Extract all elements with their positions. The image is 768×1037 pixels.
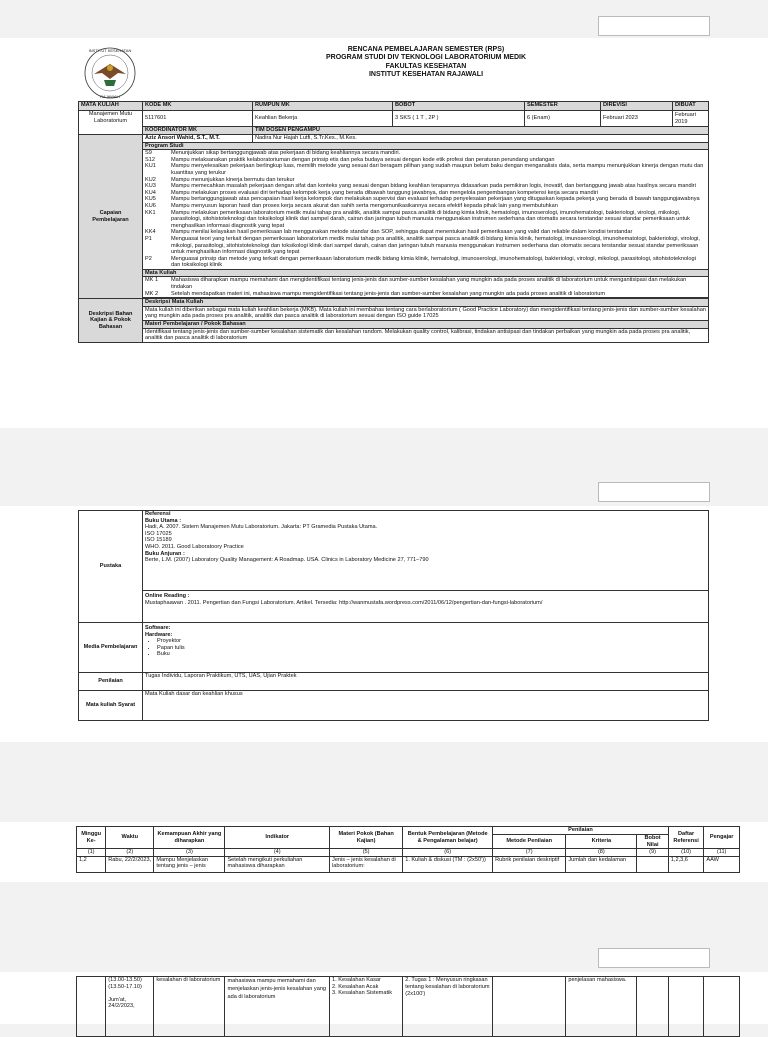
- hardware-item: • Papan tulis: [157, 645, 706, 652]
- penilaian-label: Penilaian: [79, 673, 143, 691]
- capaian-item: [145, 229, 706, 236]
- h-waktu: Waktu: [106, 827, 154, 849]
- capaian-code: KU6: [145, 202, 156, 209]
- capaian-item: [145, 196, 706, 203]
- capaian-text: Mampu melaksanakan praktik kelaboratoriuman dengan prinsip etis dan peka budaya sesuai dengan kode etik profesi dan peraturan perundang undangan: [171, 156, 555, 163]
- cont-kemampuan: kesalahan di laboratorium: [154, 977, 225, 1037]
- column-number: (9): [637, 849, 668, 857]
- mk-item: [145, 291, 706, 298]
- h-bobot: BOBOT: [393, 102, 525, 111]
- header-program: PROGRAM STUDI DIV TEKNOLOGI LABORATORIUM MEDIK: [325, 54, 527, 62]
- h-dibuat: DIBUAT: [673, 102, 709, 111]
- buku-utama-list: [145, 524, 706, 550]
- capaian-text: Mampu bertanggungjawab atas pencapaian hasil kerja kelompok dan melakukan supervisi dan evaluasi terhadap penyelesaian pekerjaan yang ditugaskan kepada pekerja yang berada di bawah tanggungjawabnya: [171, 196, 700, 203]
- buku-utama-item: ISO 15189: [145, 537, 172, 544]
- capaian-text: Mampu memecahkan masalah pekerjaan dengan sifat dan konteks yang sesuai dengan bidang keahlian terapannya didasarkan pada pemikiran logis, inovatif, dan bertanggung jawab atas hasilnya secara mandiri: [171, 183, 696, 190]
- desc-text: Mata kuliah ini diberikan sebagai mata kuliah keahlian bekerja (MKB). Mata kuliah ini membahas tentang cara berlaboratorium ( Good Practice Laboratory) dan mengidentifikasi tentang jenis-jenis dan sumber-sumber kesalahan yang mungkin ada pada proses pra analitik, analitik dan pasca analitik di laboratorium sesuai dengan ISO guide 17025: [143, 306, 709, 320]
- column-number: (3): [154, 849, 225, 857]
- page-number-box: [598, 948, 710, 968]
- document-header: [146, 46, 706, 80]
- h-daftar: Daftar Referensi: [668, 827, 704, 849]
- h-kemampuan: Kemampuan Akhir yang diharapkan: [154, 827, 225, 849]
- capaian-item: [145, 183, 706, 190]
- hardware-item: • Proyektor: [157, 638, 706, 645]
- capaian-item: [145, 236, 706, 256]
- h-direvisi: DIREVISI: [601, 102, 673, 111]
- desc-title: Deskripsi Mata Kuliah: [143, 299, 709, 307]
- column-number: (11): [704, 849, 740, 857]
- column-number: (7): [493, 849, 566, 857]
- penilaian-text: Tugas Individu, Laporan Praktikum, UTS, UAS, Ujian Praktek: [143, 673, 709, 691]
- row1-indikator: Setelah mengikuti perkuliahan mahasiswa diharapkan: [225, 856, 330, 872]
- buku-anjuran-item: Berte, L.M. (2007) Laboratory Quality Management: A Roadmap. USA. Clinics in Laboratory Medicine 27, 771–790: [145, 557, 429, 564]
- schedule-table: [76, 826, 740, 873]
- h-materi: Materi Pokok (Bahan Kajian): [330, 827, 403, 849]
- buku-utama-title: Buku Utama :: [145, 517, 182, 524]
- cont-waktu-line: (13.00-13.50): [108, 977, 142, 983]
- kode-value: 5117601: [143, 111, 253, 127]
- capaian-item: [145, 203, 706, 210]
- h-bentuk: Bentuk Pembelajaran (Metode & Pengalaman belajar): [403, 827, 493, 849]
- row1-bentuk: 1. Kuliah & diskusi (TM : (2x50')): [403, 856, 493, 872]
- h-rumpun: RUMPUN MK: [253, 102, 393, 111]
- rumpun-value: Keahlian Bekerja: [253, 111, 393, 127]
- semester-value: 6 (Enam): [525, 111, 601, 127]
- cont-pengajar: [704, 977, 740, 1037]
- header-title: RENCANA PEMBELAJARAN SEMESTER (RPS): [347, 46, 505, 53]
- row1-kemampuan: Mampu Menjelaskan tentang jenis – jenis: [154, 856, 225, 872]
- cont-waktu: [106, 977, 154, 1037]
- schedule-continuation-table: [76, 976, 740, 1037]
- cont-materi-item: 3. Kesalahan Sistematik: [332, 990, 393, 997]
- cont-materi-item: 2. Kesalahan Acak: [332, 983, 379, 990]
- course-info-table: [78, 101, 709, 343]
- mk-label: Mata Kuliah: [143, 269, 709, 277]
- mk-text: Setelah mendapatkan materi ini, mahasiswa mampu mengidentifikasi tentang jenis-jenis dan sumber-sumber kesalahan yang mungkin ada pada proses analitik di laboratorium: [171, 290, 606, 297]
- logo-text-bottom: RAJAWALI: [100, 94, 120, 99]
- materi-title: Materi Pembelajaran / Pokok Bahasan: [143, 321, 709, 329]
- referensi-title: Referensi: [145, 511, 171, 517]
- capaian-text: Menguasai teori yang terkait dengan pemeriksaan laboratorium medik mulai tahap pra analitik, analitik sampai pasca analitik di bidang kimia klinik, hematologi, imunoserologi, imunohematologi, bakteriologi, virologi, mikologi, parasitologi, sitohistoteknologi dan toksikologi klinik dari sampel darah, cairan dan jaringan tubuh manusia menggunakan instrumen sederhana dan otomatis secara terstandar sesuai standar pemeriksaan untuk menghasilkan informasi diagnostik yang tepat: [171, 235, 700, 256]
- row1-bobot: [637, 856, 668, 872]
- bobot-value: 3 SKS ( 1 T , 2P ): [393, 111, 525, 127]
- mk-item: [145, 277, 706, 290]
- logo-text-top: INSTITUT KESEHATAN: [88, 48, 132, 53]
- mk-list: [143, 277, 709, 298]
- institute-logo: [74, 46, 146, 100]
- row1-pengajar: AAW: [704, 856, 740, 872]
- capaian-text: Mampu melakukan pemeriksaan laboratorium medik mulai tahap pra analitik, analitik sampai pasca analitik di bidang kimia klinik, hematologi, imunoserologi, imunohematologi, bakteriologi, virologi, mikologi, parasitologi, sitohistoteknologi dan toksikologi klinik dari sampel darah, cairan dan jaringan tubuh manusia menggunakan instrumen sederhana dan otomatis secara terstandar sesuai standar pemeriksaan untuk menghasilkan informasi diagnostik yang tepat: [171, 209, 690, 229]
- capaian-code: KU1: [145, 163, 156, 170]
- buku-utama-item: ISO 17025: [145, 530, 172, 537]
- capaian-item: [145, 256, 706, 269]
- koordinator-value: Aziz Ansori Wahid, S.T., M.T.: [143, 135, 253, 143]
- pustaka-label: Pustaka: [79, 511, 143, 623]
- h-minggu: Minggu Ke-: [77, 827, 106, 849]
- column-number: (2): [106, 849, 154, 857]
- header-institute: INSTITUT KESEHATAN RAJAWALI: [368, 71, 484, 79]
- capaian-text: Mampu melakukan proses evaluasi diri terhadap kelompok kerja yang berada dibawah tanggung jawabnya, dan mengelola pengembangan kompetensi kerja secara mandiri: [171, 189, 598, 196]
- capaian-code: KK1: [145, 209, 156, 216]
- page-number-box: [598, 16, 710, 36]
- capaian-list: [143, 150, 709, 270]
- syarat-text: Mata Kuliah dasar dan keahlian khusus: [143, 691, 709, 721]
- direvisi-value: Februari 2023: [601, 111, 673, 127]
- mata-kuliah-value: Manajemen Mutu Laboratorium: [79, 111, 143, 135]
- capaian-text: Menguasai prinsip dan metode yang terkait dengan pemeriksaan laboratorium medik bidang kimia klinik, hematologi, imunoserologi, imunohematologi, bakteriologi, virologi, mikologi, parasitologi, sitohistoteknologi dan toksikologi klinik: [171, 255, 696, 269]
- capaian-text: Mampu menunjukkan kinerja bermutu dan terukur: [171, 176, 295, 183]
- h-koordinator: KOORDINATOR MK: [143, 127, 253, 135]
- online-reading-title: Online Reading :: [145, 593, 190, 599]
- capaian-text: Mampu menyusun laporan hasil dan proses kerja secara akurat dan sahih serta mengomunikasikannya secara efektif kepada pihak lain yang membutuhkan: [171, 202, 558, 209]
- capaian-code: S9: [145, 150, 152, 157]
- column-number: (4): [225, 849, 330, 857]
- capaian-text: Menunjukkan sikap bertanggungjawab atas pekerjaan di bidang keahliannya secara mandiri.: [171, 150, 401, 157]
- capaian-text: Mampu menilai kelayakan hasil pemeriksaan lab menggunakan metode standar dan SOP, sehingga dapat menentukan hasil pemeriksaan yang valid dan reliable dalam kondisi terstandar: [171, 229, 633, 236]
- row1-materi: Jenis – jenis kesalahan di laboratorium:: [330, 856, 403, 872]
- capaian-code: KK4: [145, 229, 156, 236]
- mk-code: MK 2: [145, 290, 159, 297]
- capaian-text: Mampu menyelesaikan pekerjaan berlingkup luas, memilih metode yang sesuai dari beragam pilihan yang sudah maupun belum baku dengan menganalisis data, serta mampu menunjukkan kinerja dengan mutu dan kuantitas yang terukur: [171, 163, 704, 176]
- h-semester: SEMESTER: [525, 102, 601, 111]
- hardware-item: • Buku: [157, 651, 706, 658]
- online-reading-text: Mustaphaawan . 2011. Pengertian dan Fungsi Laboratorium. Artikel. Tersedia: http://wanmustafa.wordpress.com/2011/06/12/pengertian-dan-fungsi-laboratorium/: [145, 599, 543, 606]
- h-kode: KODE MK: [143, 102, 253, 111]
- prodi-label: Program Studi: [143, 142, 709, 150]
- buku-anjuran-title: Buku Anjuran :: [145, 550, 185, 557]
- capaian-item: [145, 157, 706, 164]
- capaian-code: P2: [145, 255, 152, 262]
- pustaka-table: [78, 510, 709, 721]
- buku-anjuran-list: [145, 557, 706, 564]
- column-number: (10): [668, 849, 704, 857]
- capaian-code: KU4: [145, 189, 156, 196]
- cont-bobot: [637, 977, 668, 1037]
- syarat-label: Mata kuliah Syarat: [79, 691, 143, 721]
- cont-minggu: [77, 977, 106, 1037]
- cont-waktu-line: 24/2/2023,: [108, 1003, 135, 1010]
- capaian-item: [145, 210, 706, 230]
- row1-minggu: 1,2: [77, 856, 106, 872]
- row1-kriteria: Jumlah dan kedalaman: [566, 856, 637, 872]
- h-penilaian: Penilaian: [493, 827, 669, 835]
- buku-utama-item: Hadi, A. 2007. Sistem Manajemen Mutu Laboratorium. Jakarta: PT Gramedia Pustaka Utama.: [145, 524, 378, 531]
- column-number: (8): [566, 849, 637, 857]
- h-mata-kuliah: MATA KULIAH: [79, 102, 143, 111]
- header-faculty: FAKULTAS KESEHATAN: [385, 62, 467, 70]
- tim-value: Nadira Nur Hajah Lutfi, S.Tr.Kes., M.Kes.: [253, 135, 709, 143]
- cont-bentuk: 2. Tugas 1 : Menyusun ringkasan tentang kesalahan di laboratorium (2x100'): [403, 977, 493, 1037]
- capaian-code: KU3: [145, 183, 156, 190]
- hardware-label: Hardware:: [145, 631, 173, 638]
- page-number-box: [598, 482, 710, 502]
- capaian-item: [145, 150, 706, 157]
- h-kriteria: Kriteria: [566, 835, 637, 849]
- h-pengajar: Pengajar: [704, 827, 740, 849]
- capaian-code: KU5: [145, 196, 156, 203]
- cont-materi-item: 1. Kesalahan Kasar: [332, 977, 381, 983]
- mk-text: Mahasiswa diharapkan mampu memahami dan mengidentifikasi tentang jenis-jenis dan sumber-sumber kesalahan yang mungkin ada pada proses analitik di laboratorium untuk mengantisipasi dan melakukan tindakan: [171, 277, 687, 291]
- row1-daftar: 1,2,3,6: [668, 856, 704, 872]
- dibuat-value: Februari 2019: [673, 111, 709, 127]
- mk-code: MK 1: [145, 277, 159, 284]
- h-bobot-nilai: Bobot Nilai: [637, 835, 668, 849]
- row1-metode: Rubrik penilaian deskriptif: [493, 856, 566, 872]
- capaian-item: [145, 190, 706, 197]
- capaian-item: [145, 177, 706, 184]
- materi-text: Identifikasi tentang jenis-jenis dan sumber-sumber kesalahan sistematik dan kesalahan random. Melakukan quality control, kalibrasi, tindakan antisipasi dan tindakan perbaikan yang mungkin ada pada proses pra analitik, analitik dan pasca analitik di laboratorium: [143, 328, 709, 342]
- cont-indikator: mahasiswa mampu memahami dan menjelaskan jenis-jenis kesalahan yang ada di laboratorium: [225, 977, 330, 1037]
- software-label: Software:: [145, 625, 171, 631]
- cont-daftar: [668, 977, 704, 1037]
- capaian-item: [145, 163, 706, 176]
- deskripsi-label: Deskripsi Bahan Kajian & Pokok Bahasan: [79, 299, 143, 343]
- column-number: (6): [403, 849, 493, 857]
- column-number: (1): [77, 849, 106, 857]
- h-indikator: Indikator: [225, 827, 330, 849]
- capaian-code: S12: [145, 156, 155, 163]
- buku-utama-item: WHO. 2011. Good Laboratoory Practice: [145, 543, 244, 550]
- h-metode: Metode Penilaian: [493, 835, 566, 849]
- cont-metode: [493, 977, 566, 1037]
- column-number-row: [77, 849, 740, 857]
- h-tim: TIM DOSEN PENGAMPU: [253, 127, 709, 135]
- row1-waktu: Rabu, 22/2/2023,: [106, 856, 154, 872]
- capaian-code: KU2: [145, 176, 156, 183]
- cont-kriteria: penjelasan mahasiswa.: [566, 977, 637, 1037]
- capaian-code: P1: [145, 235, 152, 242]
- cont-materi: [330, 977, 403, 1037]
- hardware-list: [145, 638, 706, 658]
- cont-waktu-line: [108, 990, 151, 997]
- column-number: (5): [330, 849, 403, 857]
- cont-waktu-line: (13.50-17.10): [108, 983, 142, 990]
- cont-waktu-line: Jum'at,: [108, 996, 127, 1003]
- capaian-label: Capaian Pembelajaran: [79, 135, 143, 299]
- media-label: Media Pembelajaran: [79, 623, 143, 673]
